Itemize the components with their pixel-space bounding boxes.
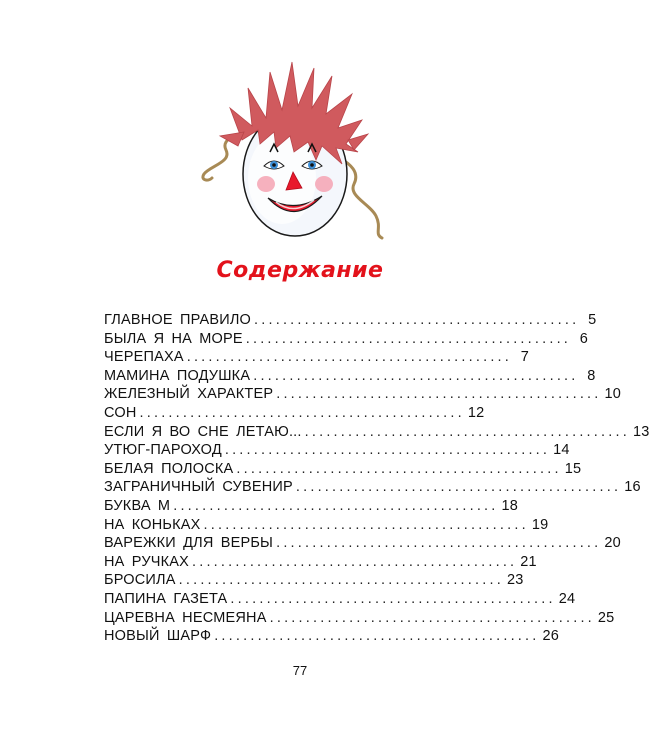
toc-entry-title: ЗАГРАНИЧНЫЙ СУВЕНИР <box>104 479 293 496</box>
clown-mask-illustration <box>190 48 400 248</box>
toc-entry-leader-dots: ............................................. <box>276 386 602 403</box>
toc-entry-page: 8 <box>587 367 596 384</box>
right-cheek <box>315 176 333 192</box>
toc-entry-page: 26 <box>542 628 560 645</box>
toc-entry <box>104 535 621 554</box>
toc-entry-leader-dots: ............................................. <box>236 460 562 477</box>
toc-entry-title: ЧЕРЕПАХА <box>104 349 184 366</box>
toc-entry-page: 15 <box>564 460 582 477</box>
toc-entry-page: 5 <box>588 312 597 328</box>
toc-entry-title: БЫЛА Я НА МОРЕ <box>104 330 243 347</box>
toc-entry-title: ЕСЛИ Я ВО СНЕ ЛЕТАЮ... <box>104 423 302 440</box>
toc-entry <box>104 609 615 629</box>
toc-entry-page: 12 <box>467 404 485 421</box>
toc-entry-title: НА РУЧКАХ <box>104 553 189 570</box>
left-cheek <box>257 176 275 192</box>
toc-entry <box>104 479 641 498</box>
toc-entry-leader-dots: ............................................. <box>245 330 572 347</box>
toc-entry-title: БРОСИЛА <box>104 572 176 589</box>
toc-entry-title: ЦАРЕВНА НЕСМЕЯНА <box>104 609 267 626</box>
toc-entry <box>104 590 576 610</box>
toc-entry-page: 24 <box>558 590 576 607</box>
toc-entry-leader-dots: ............................................. <box>253 367 579 384</box>
toc-entry-leader-dots: ............................................. <box>214 628 540 645</box>
toc-entry-title: НОВЫЙ ШАРФ <box>104 628 212 645</box>
toc-entry-leader-dots: ............................................. <box>173 497 499 514</box>
toc-entry-title: БЕЛАЯ ПОЛОСКА <box>104 460 234 477</box>
toc-entry-page: 7 <box>520 349 530 366</box>
toc-entry <box>104 404 485 424</box>
toc-entry-leader-dots: ............................................. <box>269 609 595 626</box>
toc-entry-leader-dots: ............................................. <box>186 349 513 366</box>
toc-entry-page: 10 <box>604 386 622 403</box>
toc-entry-page: 6 <box>579 330 589 347</box>
toc-entry <box>104 516 549 536</box>
toc-entry <box>104 497 519 517</box>
toc-entry-title: ГЛАВНОЕ ПРАВИЛО <box>104 312 252 328</box>
toc-entry <box>104 442 570 461</box>
toc-entry-title: УТЮГ-ПАРОХОД <box>104 442 222 459</box>
toc-entry-leader-dots: ............................................. <box>139 404 465 421</box>
toc-entry-page: 14 <box>553 442 570 459</box>
toc-entry <box>104 628 560 647</box>
toc-entry <box>104 572 524 591</box>
toc-entry <box>104 312 597 331</box>
toc-entry-title: ЖЕЛЕЗНЫЙ ХАРАКТЕР <box>104 386 274 403</box>
toc-entry <box>104 367 596 387</box>
toc-entry <box>104 349 530 368</box>
toc-entry-title: ПАПИНА ГАЗЕТА <box>104 590 228 607</box>
toc-entry-title: НА КОНЬКАХ <box>104 516 201 533</box>
toc-entry-title: ВАРЕЖКИ ДЛЯ ВЕРБЫ <box>104 535 274 552</box>
toc-entry-title: СОН <box>104 404 137 421</box>
toc-entry-leader-dots: ............................................. <box>224 442 551 459</box>
toc-entry-page: 18 <box>501 497 519 514</box>
toc-heading: Содержание <box>216 258 384 283</box>
toc-entry-page: 16 <box>624 479 641 496</box>
toc-entry-page: 19 <box>531 516 549 533</box>
toc-entry-title: МАМИНА ПОДУШКА <box>104 367 251 384</box>
toc-entry-page: 13 <box>632 423 649 440</box>
hair <box>220 62 368 164</box>
toc-entry <box>104 423 649 443</box>
toc-entry-page: 23 <box>506 572 524 589</box>
toc-entry-leader-dots: ............................................. <box>178 572 504 589</box>
toc-entry-page: 25 <box>597 609 615 626</box>
page-number: 77 <box>292 663 308 678</box>
toc-entry-leader-dots: ............................................. <box>203 516 529 533</box>
toc-entry-leader-dots: ............................................. <box>304 423 630 440</box>
toc-entry <box>104 553 537 573</box>
toc-entry-page: 20 <box>604 535 621 552</box>
toc-entry-leader-dots: ............................................. <box>276 535 602 552</box>
toc-entry-leader-dots: ............................................. <box>295 479 622 496</box>
toc-entry-leader-dots: ............................................. <box>230 590 556 607</box>
toc-list <box>104 312 649 647</box>
toc-entry-leader-dots: ............................................. <box>192 553 518 570</box>
toc-entry <box>104 330 589 350</box>
toc-entry-page: 21 <box>520 553 537 570</box>
toc-entry <box>104 460 582 480</box>
toc-entry-leader-dots: ............................................. <box>254 312 580 328</box>
toc-entry <box>104 386 622 405</box>
toc-entry-title: БУКВА М <box>104 497 171 514</box>
